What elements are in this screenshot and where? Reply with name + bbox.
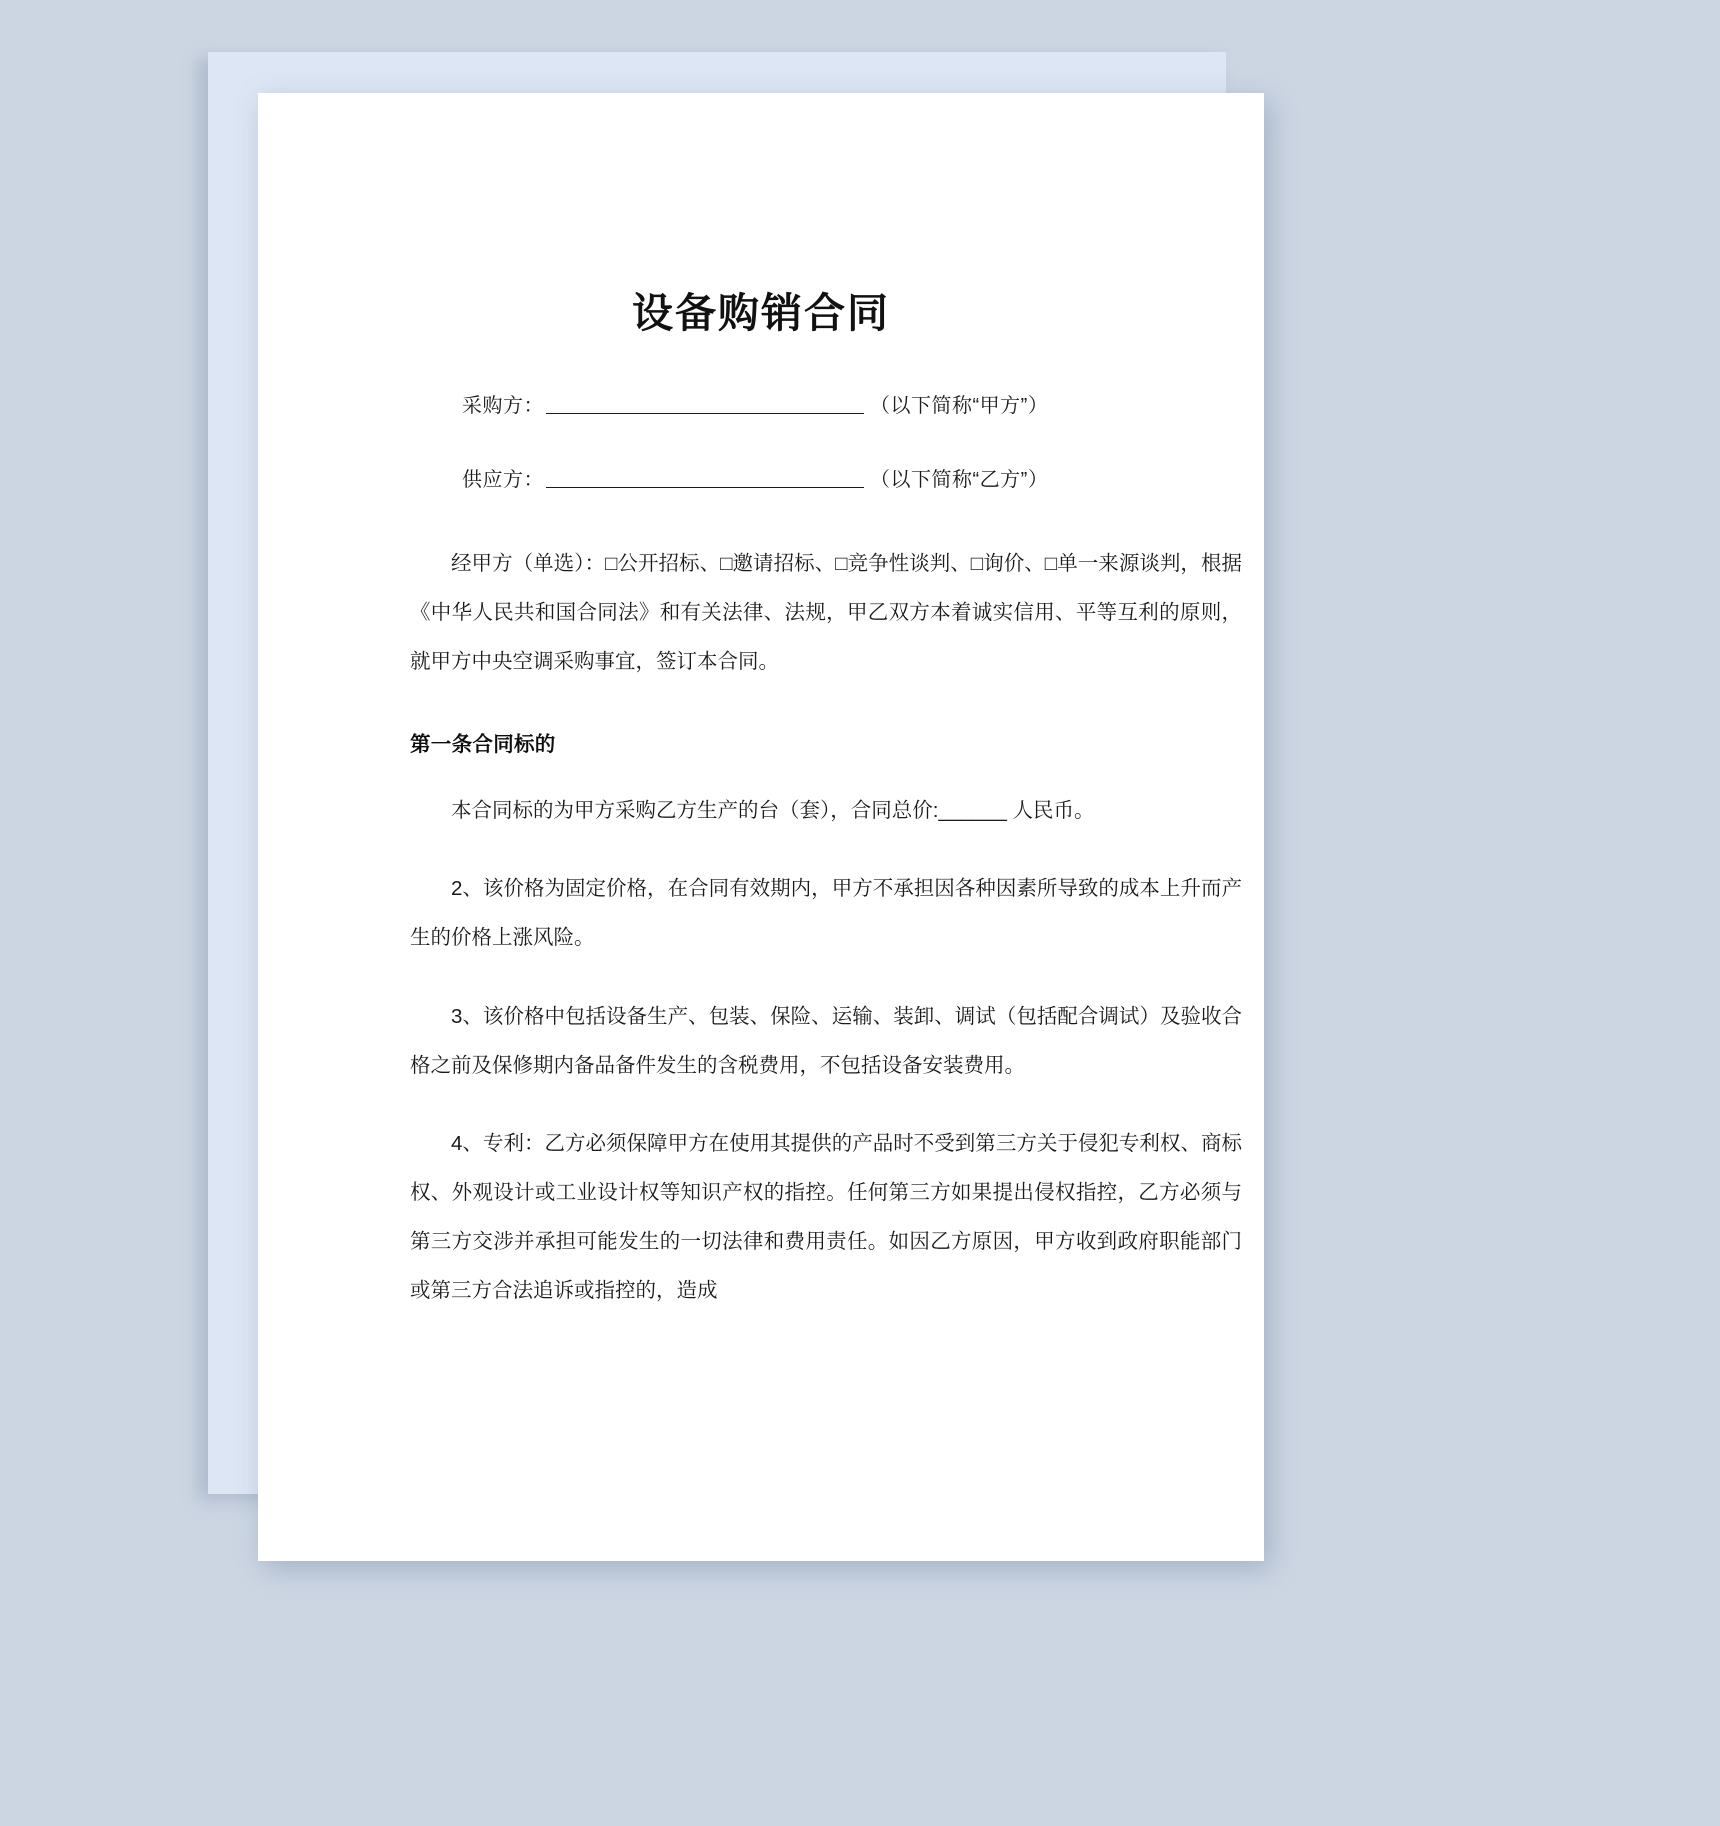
buyer-party-line <box>462 392 1242 420</box>
section-1-paragraph-4: 4、专利：乙方必须保障甲方在使用其提供的产品时不受到第三方关于侵犯专利权、商标权、外观设计或工业设计权等知识产权的指控。任何第三方如果提出侵权指控，乙方必须与第三方交涉并承担可能发生的一切法律和费用责任。如因乙方原因，甲方收到政府职能部门或第三方合法追诉或指控的，造成 <box>410 1132 1242 1302</box>
buyer-name-blank[interactable] <box>546 413 864 414</box>
buyer-party-suffix: （以下简称“甲方”） <box>870 395 1049 418</box>
section-heading-1: 第一条合同标的 <box>410 732 556 756</box>
document-page <box>258 93 1264 1561</box>
party-block <box>258 392 1264 494</box>
supplier-party-line <box>462 466 1242 494</box>
page-title: 设备购销合同 <box>632 290 890 336</box>
supplier-name-blank[interactable] <box>546 487 864 488</box>
section-1-paragraph-1: 本合同标的为甲方采购乙方生产的台（套），合同总价:______ 人民币。 <box>451 798 1095 822</box>
buyer-party-label: 采购方： <box>462 395 544 418</box>
supplier-party-suffix: （以下简称“乙方”） <box>870 469 1049 492</box>
document-body <box>258 93 1264 1316</box>
supplier-party-label: 供应方： <box>462 469 544 492</box>
section-1-paragraph-3: 3、该价格中包括设备生产、包装、保险、运输、装卸、调试（包括配合调试）及验收合格之前及保修期内备品备件发生的含税费用，不包括设备安装费用。 <box>410 1004 1242 1077</box>
section-1-paragraph-2: 2、该价格为固定价格，在合同有效期内，甲方不承担因各种因素所导致的成本上升而产生的价格上涨风险。 <box>410 877 1242 950</box>
preamble-paragraph: 经甲方（单选）：□公开招标、□邀请招标、□竞争性谈判、□询价、□单一来源谈判，根据《中华人民共和国合同法》和有关法律、法规，甲乙双方本着诚实信用、平等互利的原则，就甲方中央空调采购事宜，签订本合同。 <box>410 552 1242 673</box>
